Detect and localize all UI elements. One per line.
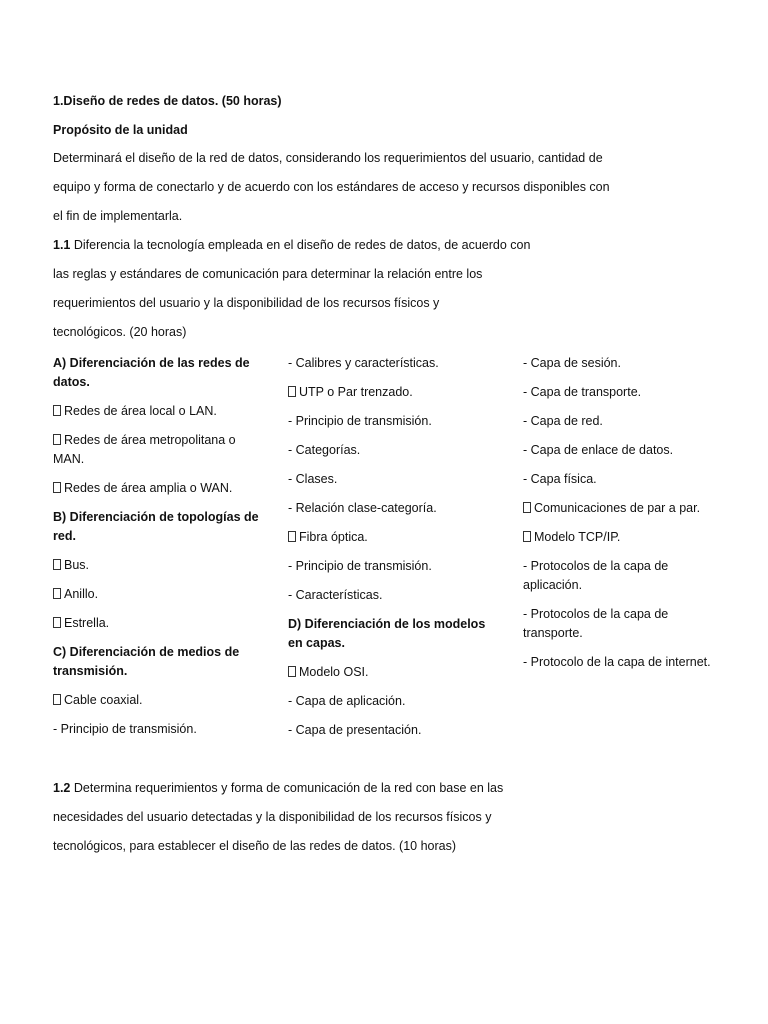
content-column-2 [288,354,488,750]
missing-glyph-icon [53,617,61,628]
outline-item-text: - Capa de aplicación. [288,694,406,708]
outline-bullet-item [53,691,268,710]
outline-item [523,354,723,373]
outline-item-text: Redes de área local o LAN. [64,404,217,418]
missing-glyph-icon [53,588,61,599]
outline-item [523,605,723,643]
outline-heading [53,508,268,546]
outline-item-text: Modelo TCP/IP. [534,530,621,544]
outline-item-text: Comunicaciones de par a par. [534,501,701,515]
missing-glyph-icon [523,531,531,542]
outline-heading-text: D) Diferenciación de los modelos en capas. [288,617,486,650]
outline-bullet-item [53,431,268,469]
outline-item-text: - Capa de enlace de datos. [523,443,674,457]
outline-item-text: - Protocolos de la capa de transporte. [523,607,669,640]
outline-item-text: - Capa de sesión. [523,356,621,370]
outline-item [288,586,488,605]
outline-item [288,499,488,518]
purpose-line: el fin de implementarla. [53,209,183,223]
outline-item [523,383,723,402]
outline-item [523,441,723,460]
outline-bullet-item [53,614,268,633]
missing-glyph-icon [288,531,296,542]
outline-item-text: Redes de área amplia o WAN. [64,481,233,495]
outline-item-text: Modelo OSI. [299,665,369,679]
outline-item-text: - Principio de transmisión. [288,414,432,428]
outline-heading [53,354,268,392]
outline-item [288,470,488,489]
outline-item-text: - Capa física. [523,472,597,486]
outline-item [523,557,723,595]
outline-item-text: - Principio de transmisión. [53,722,197,736]
outline-item [288,354,488,373]
section-1-2-line: tecnológicos, para establecer el diseño de las redes de datos. (10 horas) [53,839,457,853]
section-1-1-line: tecnológicos. (20 horas) [53,325,187,339]
purpose-line: equipo y forma de conectarlo y de acuerdo con los estándares de acceso y recursos disponibles con [53,180,610,194]
purpose-heading: Propósito de la unidad [53,123,188,137]
outline-heading-text: B) Diferenciación de topologías de red. [53,510,259,543]
outline-bullet-item [53,556,268,575]
outline-item-text: - Protocolos de la capa de aplicación. [523,559,669,592]
outline-item-text: - Características. [288,588,383,602]
outline-heading-text: A) Diferenciación de las redes de datos. [53,356,250,389]
section-1-1-line: requerimientos del usuario y la disponibilidad de los recursos físicos y [53,296,440,310]
outline-item [523,470,723,489]
missing-glyph-icon [53,482,61,493]
outline-item-text: - Capa de red. [523,414,603,428]
outline-bullet-item [523,528,723,547]
section-1-2-line [53,781,503,796]
outline-item-text: - Clases. [288,472,338,486]
outline-item-text: Estrella. [64,616,110,630]
outline-bullet-item [523,499,723,518]
outline-item-text: Bus. [64,558,90,572]
content-column-3 [523,354,723,682]
outline-item-text: UTP o Par trenzado. [299,385,413,399]
outline-heading [53,643,268,681]
outline-item-text: - Relación clase-categoría. [288,501,437,515]
section-1-1-line: las reglas y estándares de comunicación para determinar la relación entre los [53,267,483,281]
unit-title: 1.Diseño de redes de datos. (50 horas) [53,94,282,108]
outline-item [288,441,488,460]
outline-item-text: - Calibres y características. [288,356,439,370]
outline-item [288,412,488,431]
outline-item-text: Fibra óptica. [299,530,368,544]
content-column-1 [53,354,268,749]
missing-glyph-icon [53,559,61,570]
missing-glyph-icon [53,694,61,705]
outline-bullet-item [53,479,268,498]
section-text: Diferencia la tecnología empleada en el diseño de redes de datos, de acuerdo con [70,238,531,252]
outline-bullet-item [53,402,268,421]
purpose-line: Determinará el diseño de la red de datos, considerando los requerimientos del usuario, cantidad de [53,151,603,165]
outline-item [288,721,488,740]
outline-item-text: Cable coaxial. [64,693,143,707]
missing-glyph-icon [53,405,61,416]
outline-item [523,412,723,431]
missing-glyph-icon [288,386,296,397]
missing-glyph-icon [523,502,531,513]
section-1-1-line [53,238,530,253]
outline-bullet-item [288,383,488,402]
outline-heading [288,615,488,653]
outline-item-text: - Capa de presentación. [288,723,422,737]
missing-glyph-icon [288,666,296,677]
outline-bullet-item [53,585,268,604]
outline-item-text: - Principio de transmisión. [288,559,432,573]
section-number: 1.2 [53,781,71,795]
outline-item [53,720,268,739]
outline-heading-text: C) Diferenciación de medios de transmisión. [53,645,240,678]
section-number: 1.1 [53,238,71,252]
outline-item [288,692,488,711]
missing-glyph-icon [53,434,61,445]
outline-item-text: Anillo. [64,587,99,601]
outline-item-text: - Protocolo de la capa de internet. [523,655,711,669]
outline-item-text: - Categorías. [288,443,361,457]
outline-item [288,557,488,576]
outline-item [523,653,723,672]
outline-item-text: - Capa de transporte. [523,385,642,399]
outline-item-text: Redes de área metropolitana o MAN. [53,433,236,466]
section-text: Determina requerimientos y forma de comunicación de la red con base en las [70,781,504,795]
outline-bullet-item [288,663,488,682]
outline-bullet-item [288,528,488,547]
section-1-2-line: necesidades del usuario detectadas y la disponibilidad de los recursos físicos y [53,810,492,824]
